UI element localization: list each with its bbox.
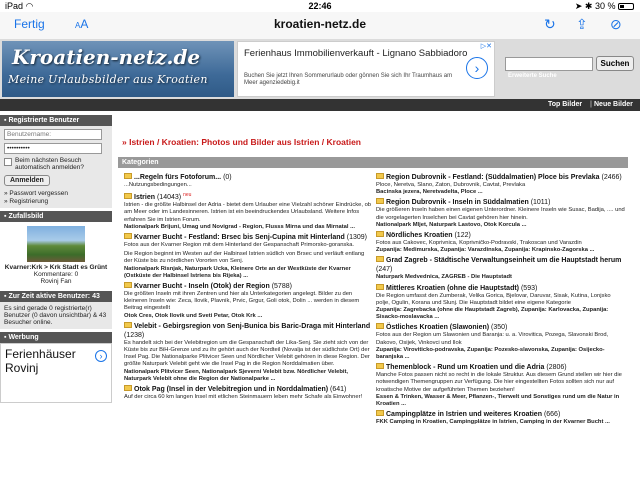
subcategory-links[interactable]: Otok Cres, Otok Ilovik und Sveti Petar, Otok Krk ... [124, 312, 263, 319]
random-image-comments: Kommentare: 0 [33, 271, 79, 278]
reader-aa-button[interactable]: AA [75, 17, 89, 31]
category-item [124, 233, 374, 249]
folder-icon [124, 385, 132, 391]
category-item [376, 323, 626, 361]
subcategory-links[interactable]: Nationalpark Plitvicer Seen, Nationalpark Sjeverni Velebit bzw. Nördlicher Velebit, Naturpark Velebit ohne die Region der Nationalparke ... [124, 368, 349, 382]
compass-icon[interactable]: ⊘ [610, 16, 622, 32]
category-title[interactable]: Nördliches Kroatien (122) [376, 231, 626, 240]
category-title[interactable]: Istrien (14043) $^{neu}$ [124, 191, 374, 202]
subcategory-links[interactable]: Zupanija: Zagrebacka (ohne die Hauptstadt Zagreb), Zupanija: Karlovacka, Zupanija: Sisacko-moslavacka ... [376, 307, 609, 321]
reload-icon[interactable]: ↻ [544, 16, 556, 32]
login-box [0, 126, 112, 208]
category-description: Fotos aus der Region um Slawonien und Baranja: u. a. Virovitica, Pozega, Slavonski Brod, Dakovo, Osijek, Vinkovci und Ilok [376, 332, 609, 346]
category-title[interactable]: Themenblock - Rund um Kroatien und die Adria (2806) [376, 363, 626, 372]
battery-icon [618, 3, 634, 10]
category-title[interactable]: Kvarner Bucht - Inseln (Otok) der Region (5788) [124, 282, 374, 291]
register-link[interactable]: » Registrierung [4, 198, 49, 205]
category-title[interactable]: Otok Pag (Insel in der Velebitregion und in Norddalmatien) (641) [124, 385, 374, 394]
categories-header: Kategorien [118, 157, 628, 168]
login-button[interactable]: Anmelden [4, 175, 50, 186]
random-image-caption[interactable]: Kvarner:Krk > Krk Stadt es Grünt [4, 264, 108, 271]
ads-header: ▪ Werbung [0, 332, 112, 343]
browser-bar [0, 12, 640, 39]
random-image[interactable] [27, 226, 85, 262]
folder-icon [376, 256, 384, 262]
category-description: Fotos aus der Kvarner Region mit dem Hinterland der Gespanschaft Primorsko-goranska. [124, 242, 355, 249]
folder-icon [124, 233, 132, 239]
subcategory-links[interactable]: Essen & Trinken, Wasser & Meer, Pflanzen-, Tierwelt und Sonstiges rund um die Natur in Kroatien ... [376, 393, 620, 408]
main-content [116, 115, 630, 480]
folder-icon [376, 284, 384, 290]
category-description: Die Region beginnt im Westen auf der Halbinsel Istrien südlich von Brsec und verläuft entlang der Küste bis zu nördlichen Vororten von Senj. [124, 251, 365, 265]
random-image-box [0, 222, 112, 288]
category-item [376, 410, 626, 426]
web-page [0, 39, 640, 480]
category-column-left [124, 173, 374, 403]
category-item [376, 173, 626, 196]
subcategory-links[interactable]: Zupanija: Medimurska, Zupanija: Varazdinska, Zupanija: Krapinsko-Zagorska ... [376, 247, 595, 254]
category-column-right [376, 173, 626, 428]
search-input[interactable] [505, 57, 593, 71]
remember-checkbox[interactable] [4, 158, 12, 166]
site-header [0, 39, 640, 99]
category-title[interactable]: Mittleres Kroatien (ohne die Hauptstadt) (593) [376, 284, 626, 293]
share-icon[interactable]: ⇪ [576, 16, 588, 32]
subcategory-links[interactable]: Zupanija: Viroviticko-podravska, Zupanija: Pozesko-slavonska, Zupanija: Osijecko-baranjska ... [376, 346, 605, 361]
random-image-header: ▪ Zufallsbild [0, 211, 112, 222]
category-title[interactable]: Grad Zagreb - Städtische Verwaltungseinheit um die Hauptstadt herum (247) [376, 257, 622, 274]
chevron-right-icon[interactable]: › [95, 350, 107, 362]
category-item [124, 191, 374, 231]
subcategory-links[interactable]: Naturpark Medvednica, ZAGREB - Die Hauptstadt [376, 274, 512, 281]
subcategory-links[interactable]: Nationalpark Mljet, Naturpark Lastovo, Otok Korcula ... [376, 221, 527, 228]
category-title[interactable]: Östliches Kroatien (Slawonien) (350) [376, 323, 626, 332]
ipad-label: iPad ◠ [5, 1, 34, 11]
chevron-right-icon[interactable]: › [466, 57, 488, 79]
done-button[interactable]: Fertig [14, 17, 45, 31]
search-button[interactable]: Suchen [596, 56, 634, 71]
site-logo[interactable] [2, 41, 234, 97]
category-title[interactable]: Kvarner Bucht - Festland: Brsec bis Senj-Cupina mit Hinterland (1309) [124, 233, 374, 242]
category-description: Fotos aus Cakovec, Koprivnica, Koprivničko-Podravski, Trakoscan und Varazdin [376, 240, 582, 247]
sidebar-ad-title[interactable]: Ferienhäuser Rovinj [5, 347, 76, 375]
subcategory-links[interactable]: FKK Camping in Kroatien, Campingplätze in Istrien, Camping in der Kvarner Bucht ... [376, 419, 610, 426]
category-title[interactable]: Region Dubrovnik - Inseln in Süddalmatien (1011) [376, 198, 626, 207]
wifi-icon: ◠ [25, 1, 34, 11]
breadcrumb[interactable]: » Istrien / Kroatien: Photos und Bilder aus Istrien / Kroatien [122, 137, 361, 147]
top-nav [0, 99, 640, 111]
subcategory-links[interactable]: Bacinska jezera, Neretvadelta, Ploce ... [376, 189, 483, 196]
category-description: Istrien - die größte Halbinsel der Adria - bietet dem Urlauber eine Vielzahl schöner Eindrücke, ob am Meer oder im Landesinneren. Istrien ist ein beeindruckendes Urlaubsland. Weitere Infos erfahren Sie im Istrien Forum. [124, 202, 372, 223]
category-title[interactable]: Campingplätze in Istrien und weiteres Kroatien (666) [376, 410, 626, 419]
ad-text: Buchen Sie jetzt Ihren Sommerurlaub oder gönnen Sie sich Ihr Traumhaus am Meer agenziedebig.it [244, 73, 453, 86]
category-item [124, 251, 374, 280]
folder-icon [376, 410, 384, 416]
folder-icon [124, 173, 132, 179]
category-item [124, 282, 374, 320]
category-title[interactable]: ...Regeln fürs Fotoforum... (0) [124, 173, 374, 182]
category-item [376, 198, 626, 229]
password-input[interactable]: •••••••••• [4, 143, 102, 154]
folder-icon [124, 282, 132, 288]
active-users-header: ▪ Zur Zeit aktive Benutzer: 43 [0, 291, 112, 302]
category-description: Die Region umfasst den Zumberak, Velika Gorica, Bjelovar, Daruvar, Sisak, Kutina, Lonjsko polje, Ogulin, Korana und Slunj. Die Hauptstadt bildet eine eigene Kategorie [376, 292, 611, 306]
url-field[interactable]: kroatien-netz.de [273, 17, 366, 31]
top-images-link[interactable]: Top Bilder [548, 101, 583, 108]
new-badge: neu [183, 192, 192, 199]
subcategory-links[interactable]: Nationalpark Brijuni, Umag und Novigrad - Region, Flusss Mirna und das Mirnatal ... [124, 223, 355, 230]
sidebar-ad[interactable] [0, 343, 112, 403]
header-ad[interactable] [237, 41, 495, 97]
nav-separator: | [590, 101, 592, 108]
folder-icon [376, 231, 384, 237]
category-description: ...Nutzungsbedingungen... [124, 182, 192, 188]
battery-status: ➤ ✱ 30 % [575, 1, 634, 12]
logo-subtitle: Meine Urlaubsbilder aus Kroatien [8, 73, 208, 86]
new-images-link[interactable]: Neue Bilder [594, 101, 633, 108]
category-title[interactable]: Region Dubrovnik - Festland: (Süddalmatien) Ploce bis Prevlaka (2466) [376, 173, 626, 182]
bluetooth-icon: ✱ [584, 1, 593, 11]
forgot-password-link[interactable]: » Passwort vergessen [4, 190, 68, 197]
category-description: Die größeren Inseln haben einen eigenen Unterordner. Kleinere Inseln wie Susac, Badija, .... und die vorgelagerten Inselchen bei Cavtat gehören hier hinein. [376, 207, 625, 221]
category-item [124, 385, 374, 401]
category-item [376, 363, 626, 408]
category-description: Manche Fotos passen nicht so recht in die lokale Struktur. Aus diesem Grund stellen wir hier die notwendigen Themengruppen zur Verfügung. Die hier eingestellten Fotos sollten sich nur auf kroatische Motive der aufgeführten Themen beziehen! [376, 372, 622, 393]
location-icon: ➤ [574, 1, 583, 11]
folder-icon [376, 363, 384, 369]
category-description: Auf der circa 60 km langen Insel mit etlichen Steinmauern leben mehr Schafe als Einwohner! [124, 394, 363, 401]
remember-label: Beim nächsten Besuch automatisch anmelden? [15, 157, 85, 171]
status-bar [0, 0, 640, 12]
sidebar [0, 115, 112, 480]
active-users-text: Es sind gerade 0 registrierte(r) Benutzer (0 davon unsichtbar) & 43 Besucher online. [0, 302, 112, 329]
clock: 22:46 [308, 1, 332, 11]
ad-title[interactable]: Ferienhaus Immobilienverkauft - Lignano Sabbiadoro [244, 48, 468, 59]
ad-choices-icon[interactable]: ▷✕ [480, 43, 492, 50]
category-item [376, 284, 626, 322]
category-description: Es handelt sich bei der Velebitregion um die Gespanschaft der Lika-Senj. Sie zieht sich von der Küste bis zur BiH-Grenze und zu ihr gehört auch der Nordteil (Novalja ist der südlichste Ort) der Insel Pag. Die Nationalparke Plitvicer Seen und Nördlicher Velebit gehören in diese Region. Der größte Naturpark Velebit geht wie die Insel Pag in die Region Norddalmatien über. [124, 339, 370, 368]
category-item [124, 322, 374, 383]
category-description: Die größten Inseln mit ihren Zentren und hier als Unterkategorien angelegt. Bilder zu den kleineren Inseln wie: Zeca, Ilovik, Plavnik, Prvic, Grgur, Goli otok, Dolin ... werden in diesem Beitrag eingestellt [124, 291, 360, 312]
folder-icon [376, 173, 384, 179]
logo-title: Kroatien-netz.de [12, 45, 201, 69]
category-item [124, 173, 374, 189]
folder-icon [124, 193, 132, 199]
category-title[interactable]: Velebit - Gebirgsregion von Senj-Bunica bis Baric-Draga mit Hinterland (1238) [124, 322, 371, 339]
username-input[interactable]: Benutzername: [4, 129, 102, 140]
registered-header: ▪ Registrierte Benutzer [0, 115, 112, 126]
category-item [376, 256, 626, 281]
subcategory-links[interactable]: Nationalpark Risnjak, Naturpark Ucka, Kleinere Orte an der Westküste der Kvarner (Ostküste der Halbinsel Istriens bis Rijeka) ... [124, 265, 351, 279]
folder-icon [376, 198, 384, 204]
folder-icon [376, 323, 384, 329]
category-description: Ploce, Neretva, Slano, Zaton, Dubrovnik, Cavtat, Prevlaka [376, 182, 526, 188]
category-item [376, 231, 626, 254]
extended-search-link[interactable]: Erweiterte Suche [508, 73, 557, 79]
random-image-author[interactable]: Rovinj Fan [40, 278, 72, 285]
folder-icon [124, 322, 132, 328]
